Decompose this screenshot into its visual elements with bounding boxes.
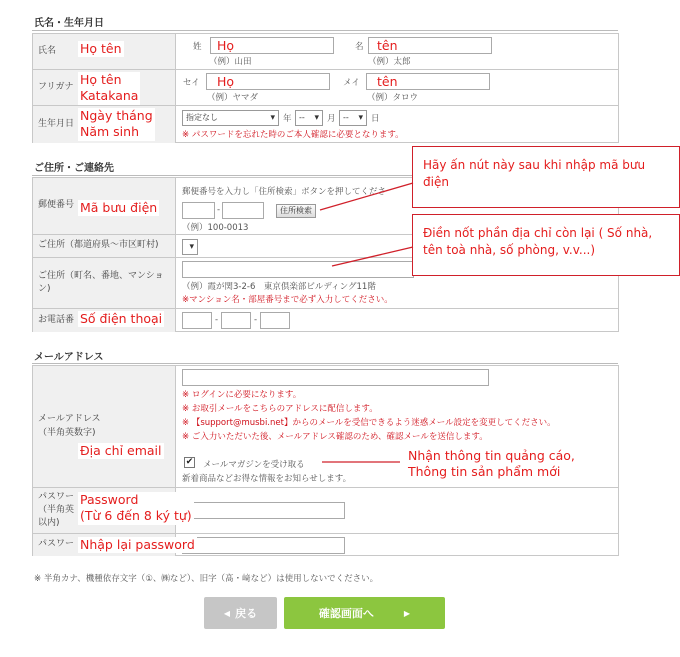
kana-label: フリガナ [33, 70, 176, 105]
newsletter-desc: 新着商品などお得な情報をお知らせします。 [182, 474, 352, 484]
kana-sei-example: （例）ヤマダ [207, 93, 259, 103]
section-title-name: 氏名・生年月日 [34, 18, 104, 29]
pref-label: ご住所（都道府県〜市区町村) [33, 235, 176, 257]
footer-note: ※ 半角カナ、機種依存文字（①、㈱など）、旧字（髙・﨑など）は使用しないでください。 [34, 574, 379, 584]
year-unit: 年 [283, 114, 292, 124]
annotation-zip: Mã bưu điện [80, 200, 158, 215]
password-confirm-label: パスワー [33, 534, 176, 556]
annotation-email: Địa chỉ email [80, 443, 162, 458]
street-label: ご住所（町名、番地、マンション) [33, 258, 176, 308]
phone-dash-1: - [215, 315, 219, 325]
annotation-newsletter: Nhận thông tin quảng cáo, Thông tin sản phẩm mới [408, 448, 575, 480]
street-warning: ※マンション名・部屋番号まで必ず入力してください。 [182, 295, 393, 305]
password-label: パスワー （半角英 以内) [33, 488, 176, 533]
birth-warning: ※ パスワードを忘れた時のご本人確認に必要となります。 [182, 130, 404, 140]
section-title-email: メールアドレス [34, 352, 104, 363]
sei-label: 姓 [193, 42, 202, 52]
zip-dash: - [217, 205, 221, 215]
callout-zip-search: Hãy ấn nút này sau khi nhập mã bưu điện [412, 146, 680, 208]
phone-label: お電話番 [33, 309, 176, 332]
callout-address: Điền nốt phần địa chỉ còn lại ( Số nhà, tên toà nhà, số phòng, v.v...) [412, 214, 680, 276]
sei-value: Họ [217, 38, 235, 53]
birth-day-select[interactable]: -- ▾ [339, 110, 367, 126]
day-unit: 日 [371, 114, 380, 124]
confirm-button[interactable] [284, 597, 445, 629]
month-unit: 月 [327, 114, 336, 124]
email-input[interactable] [182, 369, 489, 386]
annotation-password-confirm: Nhập lại password [80, 537, 195, 552]
mei-label: 名 [355, 42, 364, 52]
kana-mei-example: （例）タロウ [367, 93, 419, 103]
street-example: （例）霞が関3-2-6 東京倶楽部ビルディング11階 [182, 282, 376, 292]
section-title-address: ご住所・ご連絡先 [34, 163, 114, 174]
mei-example: （例）太郎 [368, 57, 411, 67]
birth-month-select[interactable]: -- ▾ [295, 110, 323, 126]
back-button-label: 戻る [235, 607, 258, 620]
email-warnings: ※ ログインに必要になります。 ※ お取引メールをこちらのアドレスに配信します。 ※ 【support@musbi.net】からのメールを受信できるよう迷惑メール設定を変更してください。 ※ ご入力いただいた後、メールアドレス確認のため、確認メールを送信します。 [182, 390, 556, 442]
birth-year-select[interactable]: 指定なし ▾ [182, 110, 279, 126]
arrow-left-icon: ◀ [223, 608, 231, 618]
address-search-button[interactable]: 住所検索 [276, 204, 316, 218]
email-label: メールアドレス （半角英数字) [33, 366, 176, 487]
zip-instruction: 郵便番号を入力し「住所検索」ボタンを押してくださ [182, 187, 387, 197]
arrow-right-icon: ▶ [403, 608, 411, 618]
newsletter-checkbox[interactable]: ✔ [185, 457, 194, 467]
kana-mei-label: メイ [343, 78, 360, 88]
kana-sei-value: Họ [217, 74, 235, 89]
password-input[interactable] [182, 502, 345, 519]
phone-dash-2: - [254, 315, 258, 325]
birth-label: 生年月日 [33, 106, 176, 143]
zip-label: 郵便番号 [33, 178, 176, 234]
password-confirm-input[interactable] [182, 537, 345, 554]
annotation-password: Password (Từ 6 đến 8 ký tự) [80, 492, 192, 524]
kana-sei-label: セイ [183, 78, 200, 88]
confirm-button-label: 確認画面へ [318, 607, 374, 620]
kana-mei-value: tên [377, 74, 398, 89]
annotation-phone: Số điện thoại [80, 311, 163, 326]
zip-example: （例）100-0013 [182, 223, 249, 233]
sei-example: （例）山田 [209, 57, 252, 67]
annotation-birth: Ngày tháng Năm sinh [80, 108, 153, 140]
back-button[interactable] [204, 597, 277, 629]
annotation-kana: Họ tên Katakana [80, 72, 139, 104]
annotation-name: Họ tên [80, 41, 122, 56]
mei-value: tên [377, 38, 398, 53]
name-label: 氏名 [33, 34, 176, 69]
divider [32, 363, 618, 364]
newsletter-label: メールマガジンを受け取る [203, 460, 305, 470]
